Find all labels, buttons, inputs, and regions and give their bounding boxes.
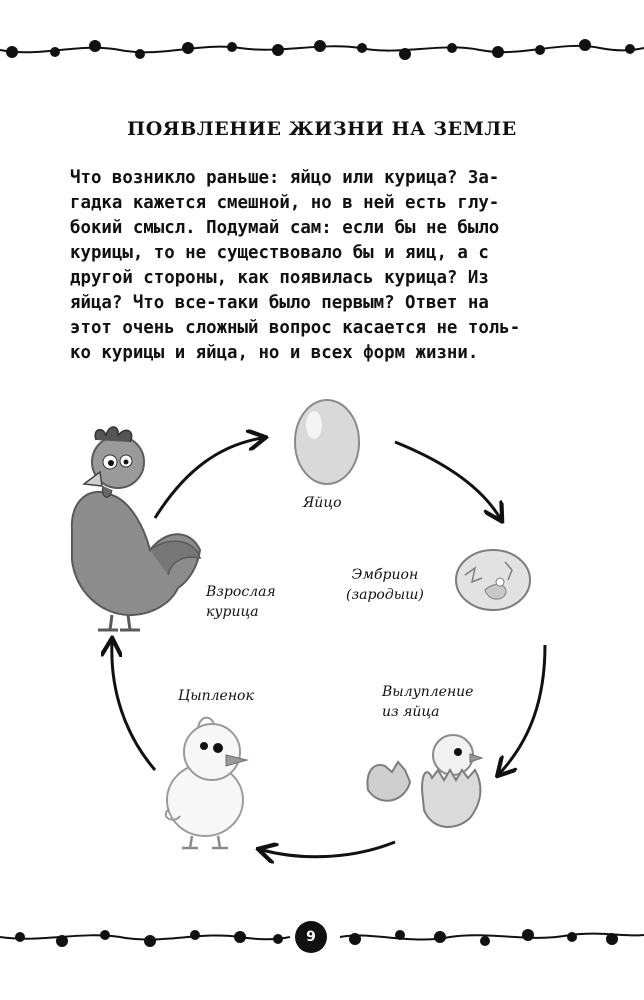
chick-icon — [166, 718, 247, 848]
paragraph-line: ко курицы и яйца, но и всех форм жизни. — [70, 343, 479, 363]
arrow-egg-to-embryo — [395, 442, 500, 518]
intro-paragraph — [70, 166, 568, 366]
paragraph-line: этот очень сложный вопрос касается не толь- — [70, 318, 521, 338]
paragraph-line: гадка кажется смешной, но в ней есть глу- — [70, 193, 500, 213]
arrow-embryo-to-hatching — [500, 645, 545, 773]
page-number: 9 — [295, 921, 327, 953]
egg-icon — [295, 400, 359, 484]
label-hatching-line1: Вылупление — [382, 684, 474, 700]
label-embryo-line2: (зародыш) — [346, 587, 424, 603]
label-chick: Цыпленок — [178, 688, 254, 704]
paragraph-line: курицы, то не существовало бы и яиц, а с — [70, 243, 489, 263]
hatching-chick-icon — [367, 735, 482, 827]
hen-icon — [72, 427, 200, 630]
top-bead-border — [0, 28, 644, 78]
label-embryo — [346, 565, 424, 605]
paragraph-line: другой стороны, как появилась курица? Из — [70, 268, 489, 288]
life-cycle-diagram — [0, 390, 644, 890]
embryo-egg-icon — [456, 550, 530, 610]
arrow-hatching-to-chick — [262, 842, 395, 857]
arrow-chick-to-hen — [112, 642, 155, 770]
arrow-hen-to-egg — [155, 438, 262, 518]
paragraph-line: Что возникло раньше: яйцо или курица? За- — [70, 168, 500, 188]
label-egg: Яйцо — [303, 495, 342, 511]
label-hatching — [382, 682, 473, 722]
paragraph-line: яйца? Что все-таки было первым? Ответ на — [70, 293, 489, 313]
paragraph-line: бокий смысл. Подумай сам: если бы не было — [70, 218, 500, 238]
label-embryo-line1: Эмбрион — [351, 567, 419, 583]
label-adult-hen — [206, 582, 276, 622]
label-adult-line1: Взрослая — [206, 584, 276, 600]
label-adult-line2: курица — [206, 604, 259, 620]
label-hatching-line2: из яйца — [382, 704, 440, 720]
page-title: ПОЯВЛЕНИЕ ЖИЗНИ НА ЗЕМЛЕ — [127, 118, 517, 140]
